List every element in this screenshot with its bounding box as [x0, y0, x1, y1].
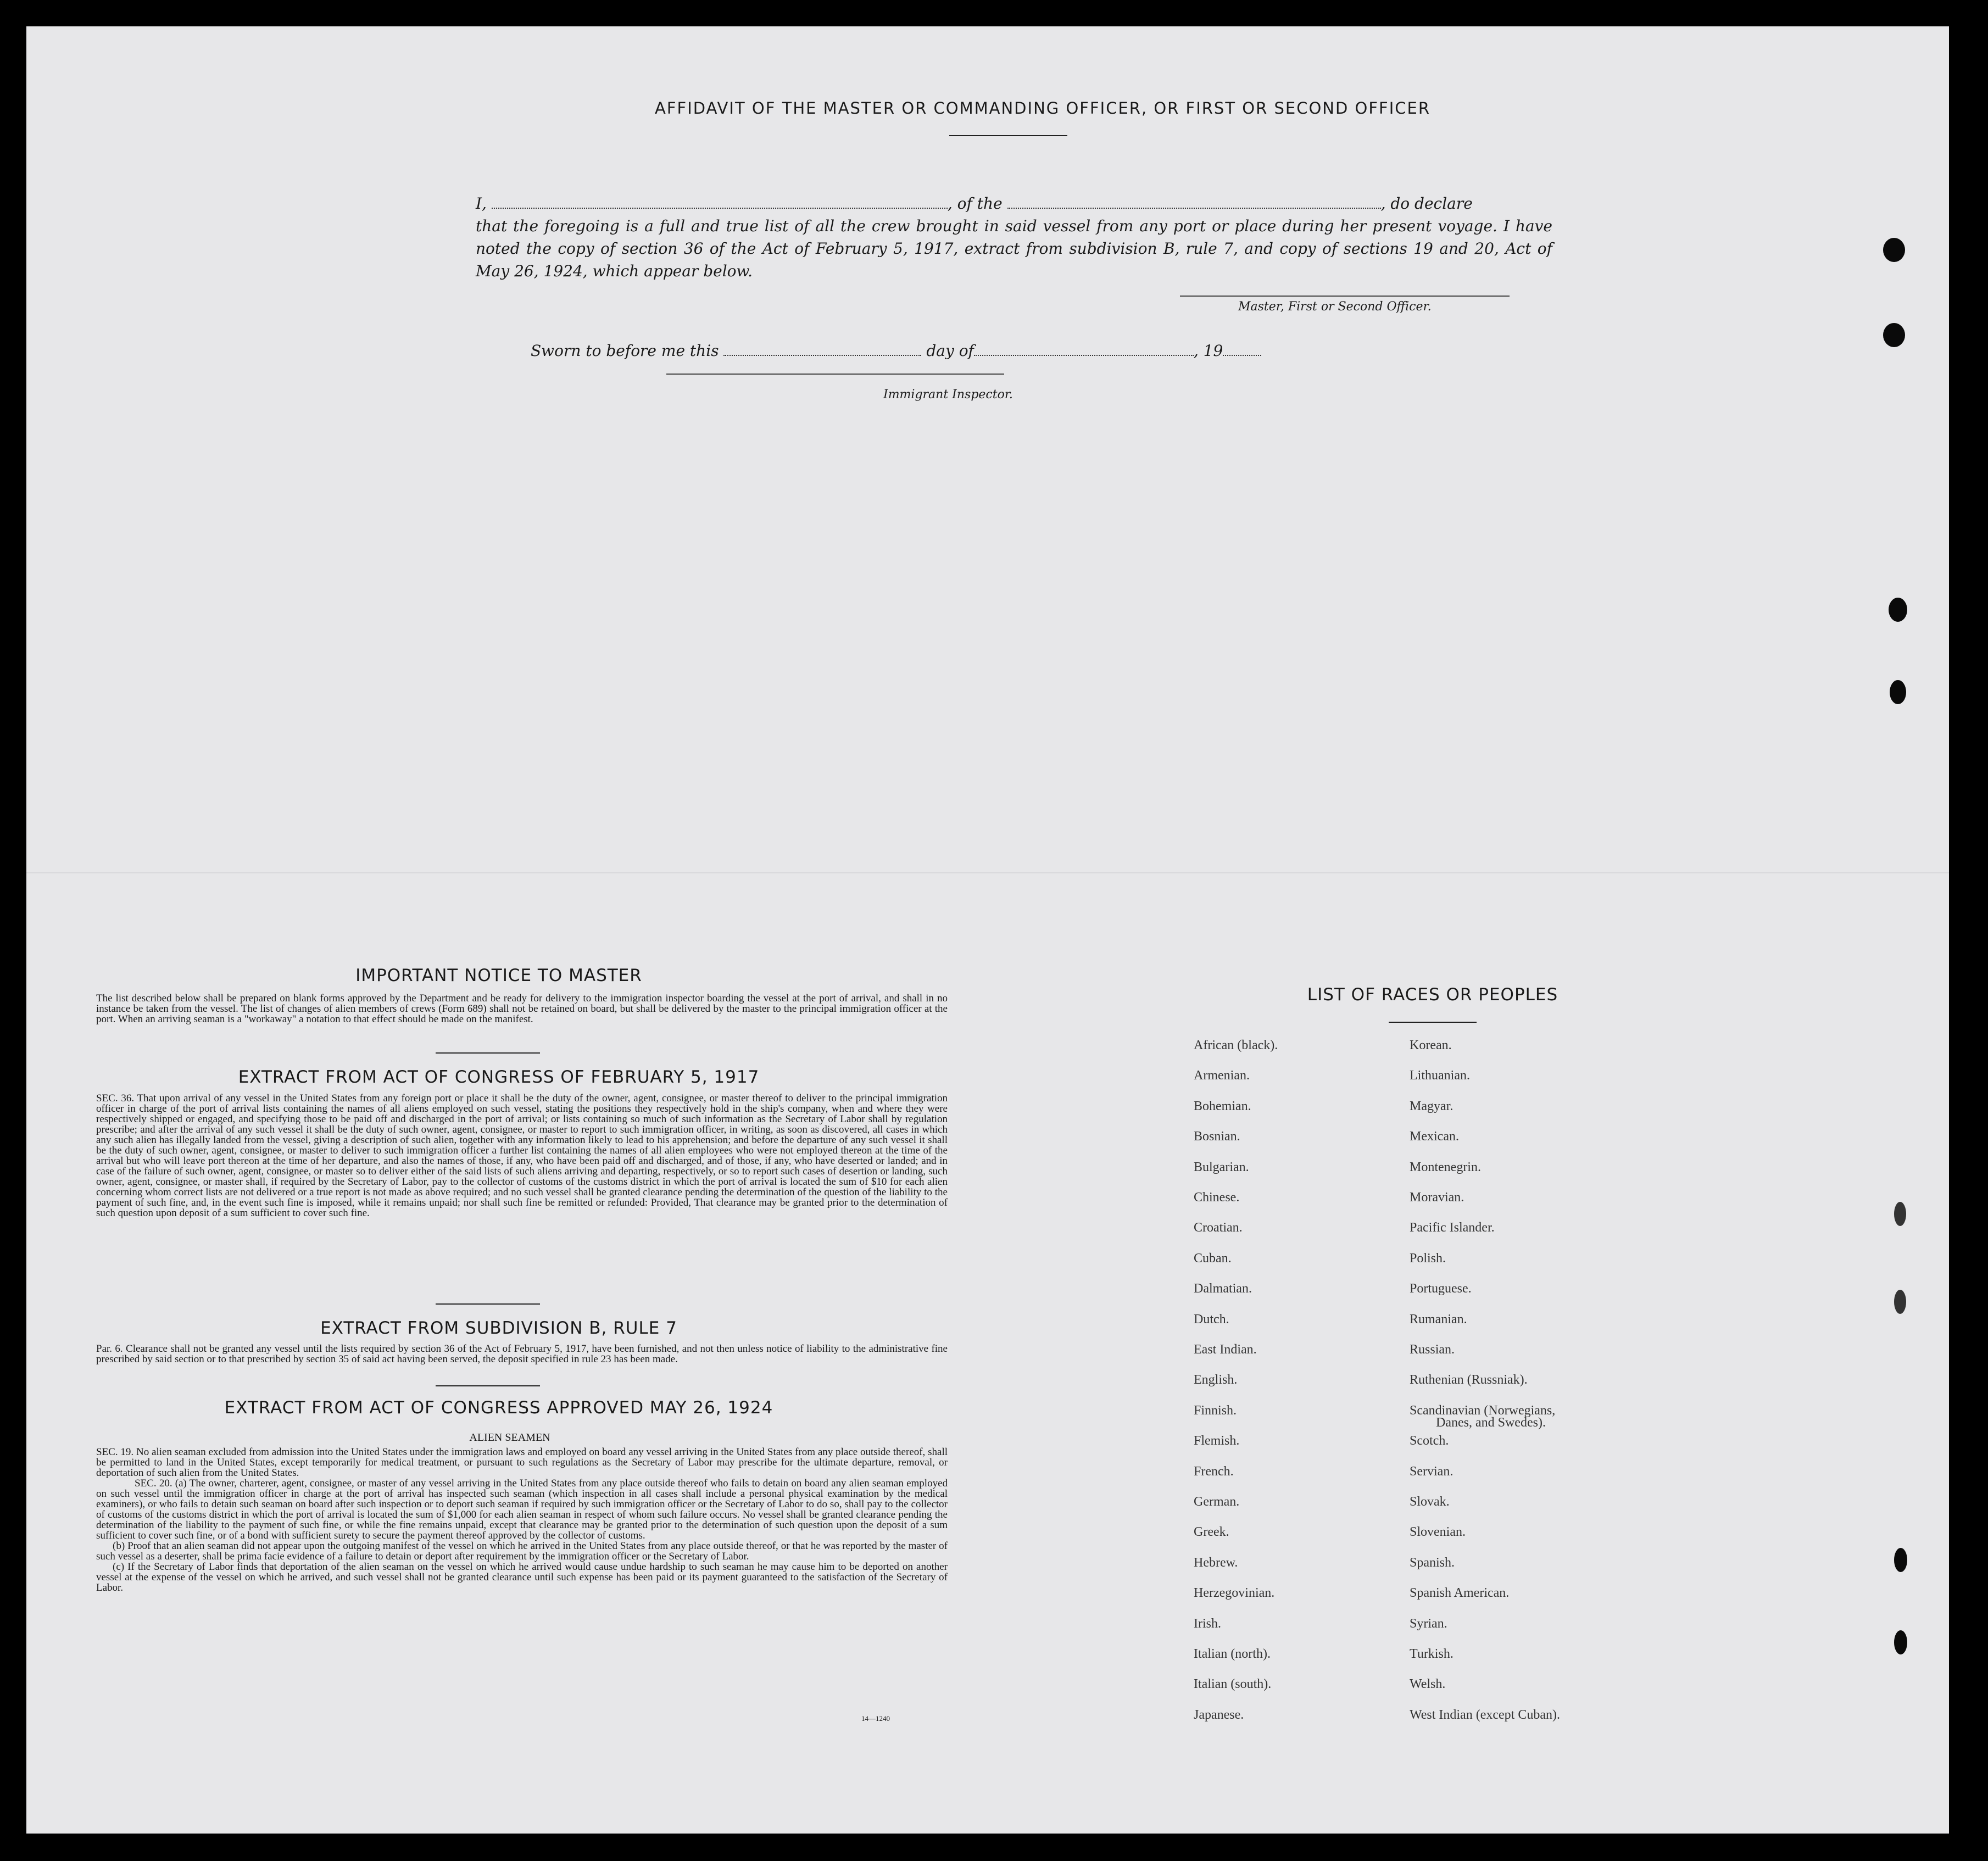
race-right-item: Welsh.	[1410, 1677, 1446, 1692]
race-left-item: German.	[1194, 1495, 1240, 1509]
section-rule	[436, 1052, 540, 1054]
race-left-item: Flemish.	[1194, 1434, 1240, 1448]
race-right-item: Lithuanian.	[1410, 1068, 1470, 1083]
race-left-item: English.	[1194, 1373, 1238, 1388]
race-left-item: Italian (south).	[1194, 1677, 1272, 1692]
race-left-item: French.	[1194, 1464, 1234, 1479]
binder-hole	[1883, 238, 1905, 262]
races-left-column	[1194, 1038, 1358, 1752]
race-left-item: Italian (north).	[1194, 1647, 1271, 1661]
race-left-item: Dalmatian.	[1194, 1281, 1252, 1296]
sec20c-text: (c) If the Secretary of Labor finds that deportation of the alien seaman on the vessel on which he arrived would cause undue hardship to such seaman he may cause him to be deported on another vessel at the expense of the vessel on which he arrived, and such vessel shall not be granted clearance until such expense has been paid or its payment guaranteed to the satisfaction of the Secretary of Labor.	[96, 1561, 948, 1593]
affidavit-i: I,	[476, 194, 487, 213]
sworn-day-field[interactable]	[723, 342, 921, 356]
races-right-column	[1410, 1038, 1640, 1752]
sworn-day-label: day of	[926, 342, 974, 360]
race-right-item: Turkish.	[1410, 1647, 1454, 1661]
race-left-item: Croatian.	[1194, 1221, 1243, 1235]
race-left-item: Finnish.	[1194, 1403, 1237, 1418]
sworn-year-label: , 19	[1193, 342, 1223, 360]
race-right-item: Syrian.	[1410, 1616, 1447, 1631]
rule7-title: EXTRACT FROM SUBDIVISION B, RULE 7	[320, 1318, 677, 1338]
race-left-item: Chinese.	[1194, 1190, 1240, 1205]
affidavit-declare: , do declare	[1380, 194, 1473, 213]
sworn-line	[531, 342, 1261, 360]
race-left-item: Bosnian.	[1194, 1129, 1240, 1144]
race-left-item: Bulgarian.	[1194, 1160, 1249, 1174]
race-right-item: Ruthenian (Russniak).	[1410, 1373, 1528, 1388]
race-right-item: Servian.	[1410, 1464, 1454, 1479]
extract-1917-text: SEC. 36. That upon arrival of any vessel in the United States from any foreign port or place it shall be the duty of the owner, agent, consignee, or master thereof to deliver to the principal immigration officer in charge of the port of arrival lists containing the names of all aliens employed on such vessel, stating the positions they respectively hold in the ship's company, when and where they were respectively shipped or engaged, and specifying those to be paid off and discharged in the port of arrival; or lists containing so much of such information as the Secretary of Labor shall by regulation prescribe; and after the arrival of any such vessel it shall be the duty of such owner, agent, consignee, or master to report to such immigration officer, in writing, as soon as discovered, all cases in which any such alien has illegally landed from the vessel, giving a description of such alien, together with any information likely to lead to his apprehension; and before the departure of any such vessel it shall be the duty of such owner, agent, consignee, or master to deliver to such immigration officer a further list containing the names of all alien employees who were not employed thereon at the time of the arrival but who will leave port thereon at the time of her departure, and also the names of those, if any, who have been paid off and discharged, and of those, if any, who have deserted or landed; and in case of the failure of such owner, agent, consignee, or master so to deliver either of the said lists of such aliens arriving and departing, respectively, or so to report such cases of desertion or landing, such owner, agent, consignee, or master shall, if required by the Secretary of Labor, pay to the collector of customs of the customs district in which the port of arrival is located the sum of $10 for each alien concerning whom correct lists are not delivered or a true report is not made as above required; and no such vessel shall be granted clearance pending the determination of the question of the liability to the payment of such fine, and, in the event such fine is imposed, while it remains unpaid; nor shall such fine be remitted or refunded: Provided, That clearance may be granted prior to the determination of such question upon deposit of a sum sufficient to cover such fine.	[96, 1093, 948, 1219]
alien-seamen-subtitle: ALIEN SEAMEN	[469, 1431, 550, 1444]
signature-line	[1180, 296, 1510, 297]
race-right-item: Polish.	[1410, 1251, 1446, 1266]
race-right-item: Montenegrin.	[1410, 1160, 1481, 1174]
binder-hole	[1894, 1290, 1906, 1314]
race-right-item: Russian.	[1410, 1342, 1455, 1357]
race-right-item: Scandinavian (Norwegians,	[1410, 1403, 1556, 1418]
inspector-signature-line	[666, 374, 1004, 375]
master-signature-label: Master, First or Second Officer.	[1238, 300, 1432, 314]
sec19-text: SEC. 19. No alien seaman excluded from admission into the United States under the immigration laws and employed on board any vessel arriving in the United States from any place outside thereof, shall be permitted to land in the United States, except temporarily for medical treatment, or pursuant to such regulations as the Secretary of Labor may prescribe for the ultimate departure, removal, or deportation of such alien from the United States.	[96, 1446, 948, 1479]
notice-title: IMPORTANT NOTICE TO MASTER	[355, 966, 642, 985]
race-right-item: Spanish.	[1410, 1555, 1455, 1570]
sec20b-text: (b) Proof that an alien seaman did not appear upon the outgoing manifest of the vessel on which he arrived in the United States from any place outside thereof, or that he was reported by the master of such vessel as a deserter, shall be prima facie evidence of a failure to detain or deport after requirement by the immigration officer or the Secretary of Labor.	[96, 1540, 948, 1562]
race-right-item: West Indian (except Cuban).	[1410, 1707, 1560, 1722]
rule7-text: Par. 6. Clearance shall not be granted any vessel until the lists required by section 36 of the Act of February 5, 1917, have been furnished, and not then unless notice of liability to the administrative fine prescribed by said section or to that prescribed by section 35 of said act having been served, the deposit specified in rule 23 has been made.	[96, 1343, 948, 1365]
inspector-label: Immigrant Inspector.	[883, 388, 1013, 402]
race-left-item: Cuban.	[1194, 1251, 1232, 1266]
document-sheet	[26, 26, 1949, 1834]
title-rule	[949, 135, 1067, 136]
race-left-item: East Indian.	[1194, 1342, 1257, 1357]
race-right-item: Pacific Islander.	[1410, 1221, 1495, 1235]
race-right-item: Mexican.	[1410, 1129, 1459, 1144]
affidavit-text: that the foregoing is a full and true list of all the crew brought in said vessel from any port or place during her present voyage. I have noted the copy of section 36 of the Act of February 5, 1917, extract from subdivision B, rule 7, and copy of sections 19 and 20, Act of May 26, 1924, which appear below.	[476, 217, 1552, 280]
binder-hole	[1894, 1548, 1907, 1572]
binder-hole	[1889, 598, 1907, 622]
binder-hole	[1890, 680, 1906, 704]
notice-text: The list described below shall be prepared on blank forms approved by the Department and be ready for delivery to the immigration inspector boarding the vessel at the port of arrival, and shall in no instance be taken from the vessel. The list of changes of alien members of crews (Form 689) shall not be retained on board, but shall be delivered by the master to the principal immigration officer at the port. When an arriving seaman is a "workaway" a notation to that effect should be made on the manifest.	[96, 993, 948, 1025]
sec20a-text: SEC. 20. (a) The owner, charterer, agent, consignee, or master of any vessel arriving in the United States from any place outside thereof who fails to detain on board any alien seaman employed on such vessel until the immigration officer in charge at the port of arrival has inspected such seaman (which inspection in all cases shall include a personal physical examination by the medical examiners), or who fails to detain such seaman on board after such inspection or to deport such seaman if required by such immigration officer or the Secretary of Labor to do so, shall pay to the collector of customs of the customs district in which the port of arrival is located the sum of $1,000 for each alien seaman in respect of whom such failure occurs. No vessel shall be granted clearance pending the determination of the liability to the payment of such fine, or while the fine remains unpaid, except that clearance may be granted prior to the determination of such question upon the deposit of a sum sufficient to cover such fine, or of a bond with sufficient surety to secure the payment thereof approved by the collector of customs.	[96, 1478, 948, 1541]
race-right-continuation: Danes, and Swedes).	[1436, 1415, 1546, 1430]
section-rule	[436, 1385, 540, 1386]
race-right-item: Slovenian.	[1410, 1525, 1466, 1540]
binder-hole	[1894, 1630, 1907, 1654]
affidavit-title: AFFIDAVIT OF THE MASTER OR COMMANDING OFFICER, OR FIRST OR SECOND OFFICER	[655, 99, 1430, 118]
race-right-item: Spanish American.	[1410, 1586, 1510, 1601]
race-left-item: Bohemian.	[1194, 1099, 1251, 1113]
extract-1924-text	[96, 1447, 948, 1593]
affidavit-body	[476, 192, 1552, 282]
race-right-item: Rumanian.	[1410, 1312, 1467, 1327]
race-left-item: Armenian.	[1194, 1068, 1250, 1083]
race-left-item: African (black).	[1194, 1038, 1278, 1052]
name-field[interactable]	[492, 194, 948, 209]
extract-1924-title: EXTRACT FROM ACT OF CONGRESS APPROVED MAY 26, 1924	[224, 1398, 773, 1418]
race-left-item: Herzegovinian.	[1194, 1586, 1275, 1601]
race-right-item: Portuguese.	[1410, 1281, 1472, 1296]
binder-hole	[1883, 323, 1905, 347]
race-left-item: Japanese.	[1194, 1707, 1244, 1722]
race-left-item: Irish.	[1194, 1616, 1221, 1631]
extract-1917-title: EXTRACT FROM ACT OF CONGRESS OF FEBRUARY 5, 1917	[238, 1067, 760, 1087]
race-right-item: Scotch.	[1410, 1434, 1449, 1448]
affidavit-of-the: , of the	[947, 194, 1003, 213]
vessel-field[interactable]	[1007, 194, 1381, 209]
form-number: 14—1240	[861, 1714, 890, 1723]
binder-hole	[1894, 1202, 1906, 1226]
races-title-rule	[1389, 1022, 1477, 1023]
sworn-year-field[interactable]	[1223, 342, 1261, 356]
section-rule	[436, 1303, 540, 1305]
race-right-item: Moravian.	[1410, 1190, 1464, 1205]
race-right-item: Magyar.	[1410, 1099, 1454, 1113]
sworn-month-field[interactable]	[974, 342, 1194, 356]
race-left-item: Greek.	[1194, 1525, 1229, 1540]
race-right-item: Slovak.	[1410, 1495, 1450, 1509]
sworn-prefix: Sworn to before me this	[531, 342, 719, 360]
race-left-item: Dutch.	[1194, 1312, 1229, 1327]
races-title: LIST OF RACES OR PEOPLES	[1307, 985, 1558, 1005]
race-left-item: Hebrew.	[1194, 1555, 1238, 1570]
race-right-item: Korean.	[1410, 1038, 1452, 1052]
